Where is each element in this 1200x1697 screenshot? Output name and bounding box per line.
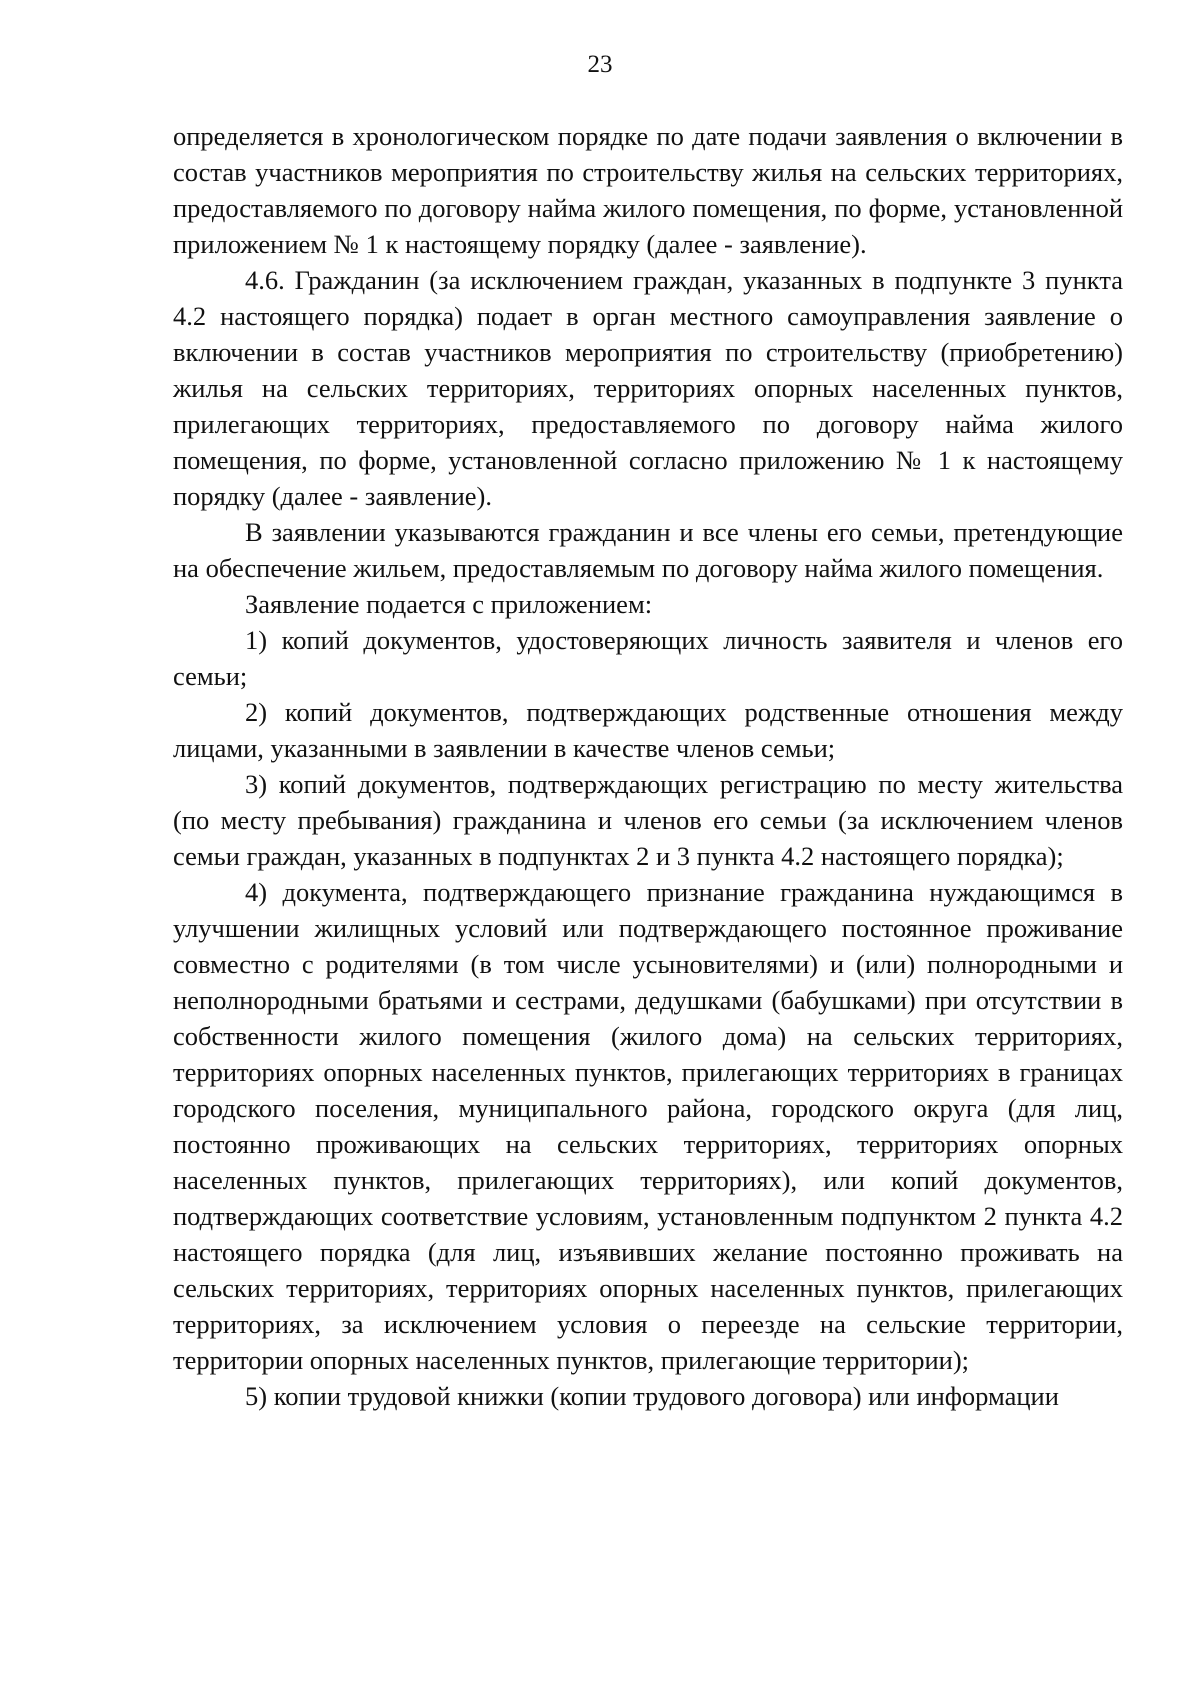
list-item-1: 1) копий документов, удостоверяющих личность заявителя и членов его семьи; <box>173 625 1123 691</box>
paragraph-attachments-intro: Заявление подается с приложением: <box>245 589 653 619</box>
document-body <box>173 118 1123 1414</box>
list-item-4: 4) документа, подтверждающего признание гражданина нуждающимся в улучшении жилищных условий или подтверждающего постоянное проживание совместно с родителями (в том числе усыновителями) и (или) полнородными и неполнородными братьями и сестрами, дедушками (бабушками) при отсутствии в собственности жилого помещения (жилого дома) на сельских территориях, территориях опорных населенных пунктов, прилегающих территориях в границах городского поселения, муниципального района, городского округа (для лиц, постоянно проживающих на сельских территориях, территориях опорных населенных пунктов, прилегающих территориях), или копий документов, подтверждающих соответствие условиям, установленным подпунктом 2 пункта 4.2 настоящего порядка (для лиц, изъявивших желание постоянно проживать на сельских территориях, территориях опорных населенных пунктов, прилегающих территориях, за исключением условия о переезде на сельские территории, территории опорных населенных пунктов, прилегающие территории); <box>173 877 1123 1375</box>
paragraph-continuation: определяется в хронологическом порядке по дате подачи заявления о включении в состав участников мероприятия по строительству жилья на сельских территориях, предоставляемого по договору найма жилого помещения, по форме, установленной приложением № 1 к настоящему порядку (далее - заявление). <box>173 121 1123 259</box>
list-item-3: 3) копий документов, подтверждающих регистрацию по месту жительства (по месту пребывания) гражданина и членов его семьи (за исключением членов семьи граждан, указанных в подпунктах 2 и 3 пункта 4.2 настоящего порядка); <box>173 769 1123 871</box>
list-item-5: 5) копии трудовой книжки (копии трудового договора) или информации <box>245 1381 1059 1411</box>
paragraph-4-6: 4.6. Гражданин (за исключением граждан, указанных в подпункте 3 пункта 4.2 настоящего порядка) подает в орган местного самоуправления заявление о включении в состав участников мероприятия по строительству (приобретению) жилья на сельских территориях, территориях опорных населенных пунктов, прилегающих территориях, предоставляемого по договору найма жилого помещения, по форме, установленной согласно приложению № 1 к настоящему порядку (далее - заявление). <box>173 265 1123 511</box>
list-item-2: 2) копий документов, подтверждающих родственные отношения между лицами, указанными в заявлении в качестве членов семьи; <box>173 697 1123 763</box>
page-number: 23 <box>587 51 613 78</box>
paragraph-application-members: В заявлении указываются гражданин и все члены его семьи, претендующие на обеспечение жильем, предоставляемым по договору найма жилого помещения. <box>173 517 1123 583</box>
